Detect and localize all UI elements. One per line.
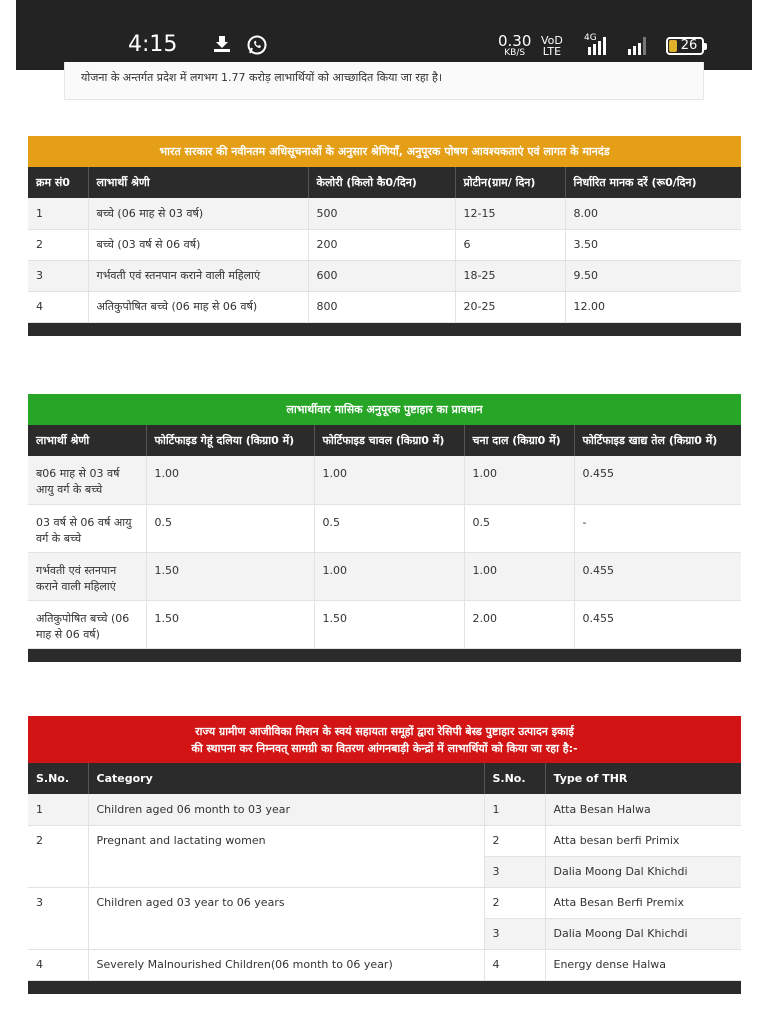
- table-cell: 200: [308, 229, 455, 260]
- table-cell: 0.455: [574, 456, 741, 504]
- provision-table-panel: [28, 394, 741, 662]
- table-cell: Severely Malnourished Children(06 month to 06 year): [88, 949, 484, 980]
- table-row: [28, 552, 741, 600]
- table-cell: अतिकुपोषित बच्चे (06 माह से 06 वर्ष): [28, 600, 146, 648]
- table-cell: Atta Besan Halwa: [545, 794, 741, 825]
- table-cell: 1: [28, 794, 88, 825]
- thr-table: [28, 763, 741, 981]
- volte-indicator: VoD LTE: [541, 34, 563, 58]
- table-cell: 3.50: [565, 229, 741, 260]
- signal-icon: [628, 37, 646, 55]
- provision-table: [28, 425, 741, 649]
- table-row: [28, 887, 741, 918]
- table-row: [28, 949, 741, 980]
- table-cell: 1.00: [464, 552, 574, 600]
- table-cell: 1.00: [146, 456, 314, 504]
- table-cell: Children aged 06 month to 03 year: [88, 794, 484, 825]
- column-header: चना दाल (किग्रा0 में): [464, 425, 574, 456]
- table-cell: 2.00: [464, 600, 574, 648]
- table-cell: Children aged 03 year to 06 years: [88, 887, 484, 949]
- table-cell: Atta besan berfi Primix: [545, 825, 741, 856]
- table-row: [28, 600, 741, 648]
- column-header: प्रोटीन(ग्राम/ दिन): [455, 167, 565, 198]
- table-cell: बच्चे (03 वर्ष से 06 वर्ष): [88, 229, 308, 260]
- table-cell: 3: [28, 260, 88, 291]
- table-cell: गर्भवती एवं स्तनपान कराने वाली महिलाएं: [88, 260, 308, 291]
- norms-table: [28, 167, 741, 323]
- table-row: [28, 825, 741, 856]
- table-cell: 1.00: [464, 456, 574, 504]
- column-header: S.No.: [28, 763, 88, 794]
- table-cell: 500: [308, 198, 455, 229]
- table-cell: Energy dense Halwa: [545, 949, 741, 980]
- table-cell: 4: [28, 291, 88, 322]
- table-cell: 1: [28, 198, 88, 229]
- table-cell: 0.5: [464, 504, 574, 552]
- table-cell: 2: [28, 229, 88, 260]
- table-cell: Dalia Moong Dal Khichdi: [545, 856, 741, 887]
- table-cell: 1.00: [314, 456, 464, 504]
- data-rate: 0.30 KB/S: [498, 32, 532, 58]
- column-header: Category: [88, 763, 484, 794]
- column-header: लाभार्थी श्रेणी: [88, 167, 308, 198]
- column-header: क्रम सं0: [28, 167, 88, 198]
- intro-text: योजना के अन्तर्गत प्रदेश में लगभग 1.77 करोड़ लाभार्थियों को आच्छादित किया जा रहा है।: [81, 71, 443, 84]
- table-cell: 8.00: [565, 198, 741, 229]
- column-header: लाभार्थी श्रेणी: [28, 425, 146, 456]
- table-cell: 3: [484, 856, 545, 887]
- table-cell: 0.455: [574, 600, 741, 648]
- table-row: [28, 198, 741, 229]
- table-row: [28, 260, 741, 291]
- table-cell: Pregnant and lactating women: [88, 825, 484, 887]
- signal-icon: [588, 37, 606, 55]
- table-cell: 1: [484, 794, 545, 825]
- table-cell: बच्चे (06 माह से 03 वर्ष): [88, 198, 308, 229]
- status-bar: [16, 0, 752, 70]
- column-header: फोर्टिफाइड चावल (किग्रा0 में): [314, 425, 464, 456]
- table-row: [28, 456, 741, 504]
- whatsapp-icon: [246, 34, 268, 61]
- table-cell: 20-25: [455, 291, 565, 322]
- table-cell: 2: [28, 825, 88, 887]
- table-footer-bar: [28, 323, 741, 336]
- column-header: फोर्टिफाइड खाद्य तेल (किग्रा0 में): [574, 425, 741, 456]
- column-header: निर्धारित मानक दरें (रू0/दिन): [565, 167, 741, 198]
- table-cell: अतिकुपोषित बच्चे (06 माह से 06 वर्ष): [88, 291, 308, 322]
- table-cell: 1.50: [314, 600, 464, 648]
- table-header-row: [28, 167, 741, 198]
- table-cell: 0.5: [314, 504, 464, 552]
- network-type: 4G: [584, 33, 597, 43]
- thr-banner-line-2: की स्थापना कर निम्नवत् सामग्री का वितरण आंगनबाड़ी केन्द्रों में लाभार्थियों को किया जा रहा है:-: [191, 741, 578, 755]
- table-cell: 4: [28, 949, 88, 980]
- table-cell: 6: [455, 229, 565, 260]
- table-header-row: [28, 763, 741, 794]
- table-cell: 2: [484, 887, 545, 918]
- column-header: फोर्टिफाइड गेहूं दलिया (किग्रा0 में): [146, 425, 314, 456]
- column-header: S.No.: [484, 763, 545, 794]
- table-cell: 4: [484, 949, 545, 980]
- table-row: [28, 291, 741, 322]
- table-cell: 3: [28, 887, 88, 949]
- table-cell: 1.00: [314, 552, 464, 600]
- table-cell: Dalia Moong Dal Khichdi: [545, 918, 741, 949]
- table-header-row: [28, 425, 741, 456]
- table-cell: 0.5: [146, 504, 314, 552]
- table-row: [28, 229, 741, 260]
- table-cell: 03 वर्ष से 06 वर्ष आयु वर्ग के बच्चे: [28, 504, 146, 552]
- provision-table-banner: लाभार्थीवार मासिक अनुपूरक पुष्टाहार का प्रावधान: [28, 394, 741, 425]
- table-row: [28, 504, 741, 552]
- table-cell: 18-25: [455, 260, 565, 291]
- table-row: [28, 794, 741, 825]
- norms-table-banner: भारत सरकार की नवीनतम अधिसूचनाओं के अनुसार श्रेणियाँ, अनुपूरक पोषण आवश्यकताएं एवं लागत के मानदंड: [28, 136, 741, 167]
- table-cell: 0.455: [574, 552, 741, 600]
- intro-box: [64, 62, 704, 100]
- thr-banner-line-1: राज्य ग्रामीण आजीविका मिशन के स्वयं सहायता समूहों द्वारा रेसिपी बेस्ड पुष्टाहार उत्पादन इकाई: [195, 724, 574, 738]
- table-cell: Atta Besan Berfi Premix: [545, 887, 741, 918]
- table-cell: गर्भवती एवं स्तनपान कराने वाली महिलाएं: [28, 552, 146, 600]
- column-header: Type of THR: [545, 763, 741, 794]
- table-cell: 1.50: [146, 552, 314, 600]
- download-icon: [212, 34, 232, 59]
- table-cell: 800: [308, 291, 455, 322]
- table-footer-bar: [28, 981, 741, 994]
- table-cell: 2: [484, 825, 545, 856]
- column-header: केलोरी (किलो कै0/दिन): [308, 167, 455, 198]
- table-cell: 1.50: [146, 600, 314, 648]
- table-footer-bar: [28, 649, 741, 662]
- battery-icon: 26: [666, 37, 704, 55]
- table-cell: 600: [308, 260, 455, 291]
- table-cell: 3: [484, 918, 545, 949]
- table-cell: -: [574, 504, 741, 552]
- table-cell: 9.50: [565, 260, 741, 291]
- table-cell: 12-15: [455, 198, 565, 229]
- table-cell: 12.00: [565, 291, 741, 322]
- thr-table-panel: [28, 716, 741, 994]
- table-cell: ब06 माह से 03 वर्ष आयु वर्ग के बच्चे: [28, 456, 146, 504]
- status-time: 4:15: [128, 32, 178, 57]
- norms-table-panel: [28, 136, 741, 336]
- thr-table-banner: [28, 716, 741, 763]
